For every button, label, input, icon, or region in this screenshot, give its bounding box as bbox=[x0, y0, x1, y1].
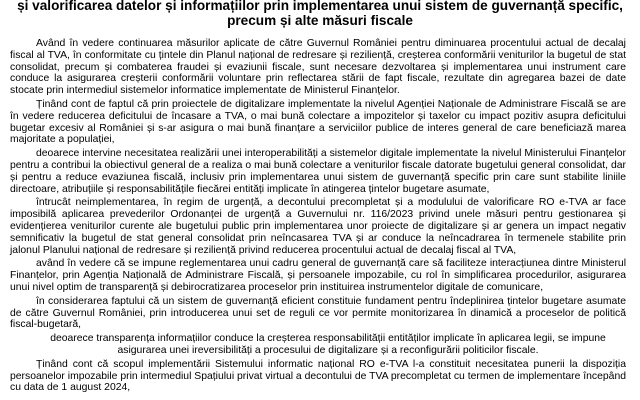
title-line-1: și valorificarea datelor și informațiilor prin implementarea unui sistem de guvernanță specific, bbox=[17, 0, 623, 13]
paragraph-1: Având în vedere continuarea măsurilor aplicate de către Guvernul României pentru diminuarea procentului actual de decalaj fiscal al TVA, în conformitate cu țintele din Planul național de redresare și reziliență, creșterea conformării veniturilor la bugetul de stat consolidat, precum și combaterea fraudei și evaziunii fiscale, sunt necesare dezvoltarea și implementarea unui instrument care conduce la asigurarea creșterii conformării voluntare prin reflectarea stării de fapt fiscale, rezultate din agregarea bazei de date stocate prin intermediul sistemelor informatice implementate de Ministerul Finanțelor. bbox=[10, 38, 626, 97]
paragraph-7: deoarece transparența informațiilor conduce la creșterea responsabilității entităților implicate în aplicarea legii, se impune asigurarea unei ireversibilități a procesului de digitalizare și a reconfigurării politicilor fiscale. bbox=[50, 333, 606, 356]
paragraph-8: Ținând cont că scopul implementării Sistemului informatic național RO e-TVA l-a constituit necesitatea punerii la dispoziția persoanelor impozabile prin intermediul Spațiului privat virtual a decontului de TVA precompletat cu termen de implementare începând cu data de 1 august 2024, bbox=[10, 358, 626, 394]
paragraph-6: în considerarea faptului că un sistem de guvernanță eficient constituie fundament pentru îndeplinirea țintelor bugetare asumate de către Guvernul României, prin introducerea unui set de reguli ce vor permite monitorizarea în dinamică a proceselor de politică fiscal-bugetară, bbox=[10, 295, 626, 331]
paragraph-5: având în vedere că se impune reglementarea unui cadru general de guvernanță care să faciliteze interacțiunea dintre Ministerul Finanțelor, prin Agenția Națională de Administrare Fiscală, și persoanele impozabile, cu rol în simplificarea procedurilor, asigurarea unui nivel optim de transparență și debirocratizarea proceselor prin instituirea instrumentelor digitale de comunicare, bbox=[10, 258, 626, 293]
paragraph-4: întrucât neimplementarea, în regim de urgență, a decontului precompletat și a modulului de valorificare RO e-TVA ar face imposibilă aplicarea prevederilor Ordonanței de urgență a Guvernului nr. 116/2023 privind unele măsuri pentru gestionarea și evidențierea veniturilor curente ale bugetului public prin implementarea unor proiecte de digitalizare și ar genera un impact negativ semnificativ la bugetul de stat general consolidat prin neîncasarea TVA și ar conduce la neîncadrarea în termenele stabilite prin jalonul Planului național de redresare și reziliență privind reducerea procentului actual de decalaj fiscal al TVA, bbox=[10, 197, 626, 256]
paragraph-2: Ținând cont de faptul că prin proiectele de digitalizare implementate la nivelul Agenției Naționale de Administrare Fiscală se are în vedere reducerea deficitului de încasare a TVA, o mai bună colectare a impozitelor și taxelor cu impact pozitiv asupra deficitului bugetar excesiv al României și s-ar asigura o mai bună finanțare a serviciilor publice de interes general de care beneficiază marea majoritate a populației, bbox=[10, 98, 626, 146]
title-line-2: precum și alte măsuri fiscale bbox=[227, 13, 413, 28]
paragraph-3: deoarece intervine necesitatea realizării unei interoperabilități a sistemelor digitale implementate la nivelul Ministerului Finanțelor pentru a contribui la obiectivul general de a realiza o mai bună colectare a veniturilor fiscale datorate bugetului general consolidat, dar și pentru a reduce evaziunea fiscală, inclusiv prin implementarea unui sistem de guvernanță specific prin care sunt stabilite liniile directoare, atribuțiile și responsabilitățile fiecărei entități implicate în atingerea țintelor bugetare asumate, bbox=[10, 148, 626, 195]
document-body bbox=[0, 38, 640, 394]
document-title bbox=[0, 0, 640, 28]
